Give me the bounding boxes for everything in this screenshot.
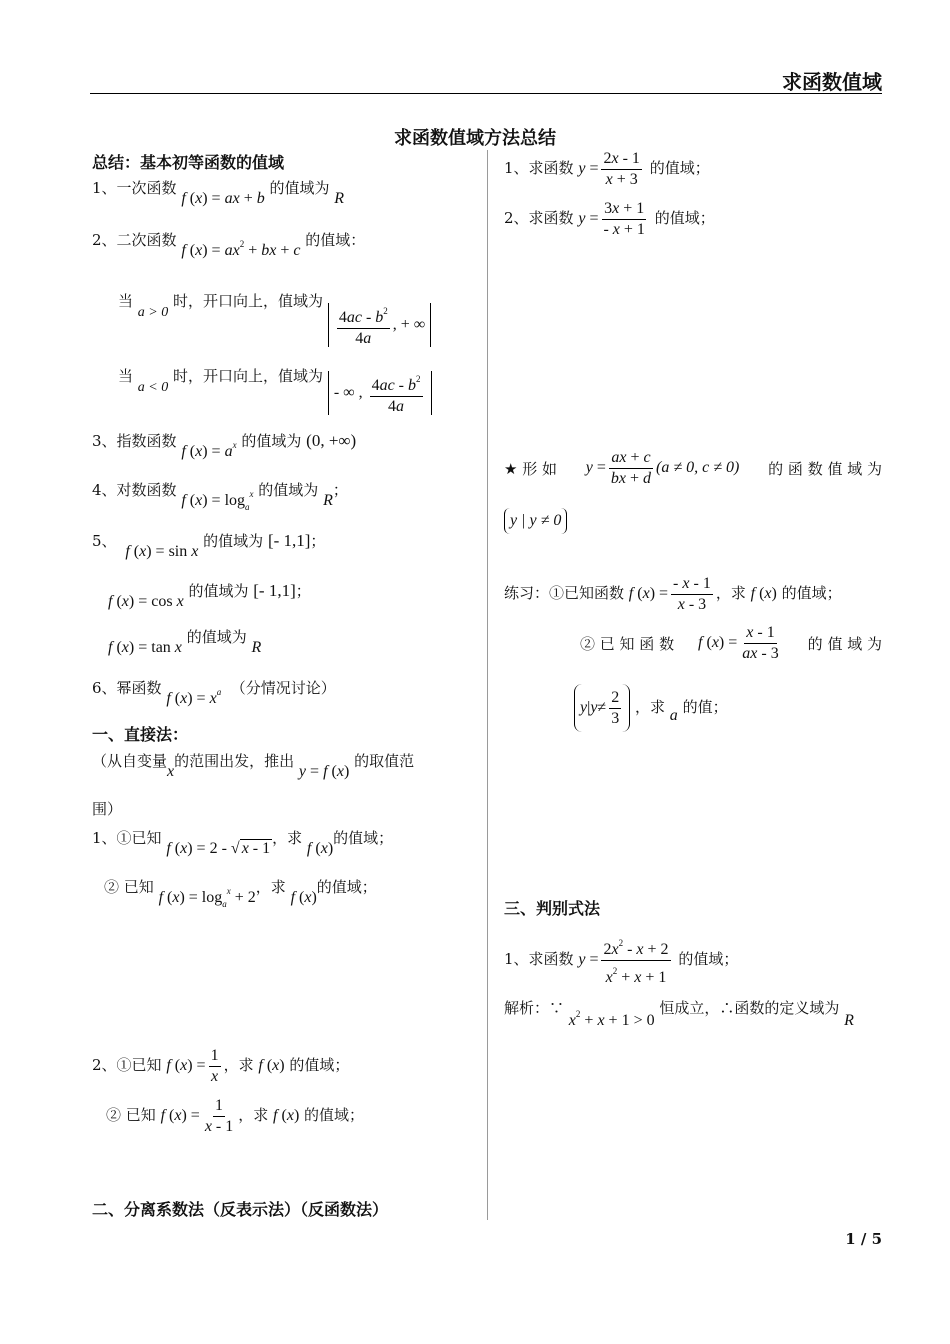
exercise-2-range: y | y ≠ 2 3 ，求 a 的值； bbox=[574, 684, 728, 732]
item-sine: 5、 f (x) = sin x 的值域为 [- 1,1]； bbox=[92, 531, 326, 560]
item-linear: 1、一次函数 f (x) = ax + b 的值域为 R bbox=[92, 179, 345, 207]
formula-quadratic: f $(x) = ax^2$ + bx + c bbox=[181, 239, 301, 259]
formula-r2: y = $\frac{3x + 1}{- x + 1}$ bbox=[578, 200, 645, 238]
exercise-2: ② 已 知 函 数 f (x) = $\frac{x - 1}{ax - 3}$ 的 值 域 为 bbox=[580, 624, 882, 662]
discriminant-analysis: 解析：∵ $x^2 + x + 1 > 0$ 恒成立，∴函数的定义域为 R bbox=[504, 999, 854, 1029]
item-tangent: f (x) = tan x 的值域为 R bbox=[108, 628, 262, 656]
formula-r1: y = $\frac{2x - 1}{x + 3}$ bbox=[578, 150, 640, 188]
item-logarithm: 4、对数函数 f $(x) = \log_a^x$ 的值域为 R； bbox=[92, 481, 348, 512]
direct-method-heading: 一、直接法： bbox=[92, 725, 189, 744]
item-exponential: 3、指数函数 f $(x) = a^x$ 的值域为 (0, +∞) bbox=[92, 431, 357, 460]
page-title: 求函数值域方法总结 bbox=[394, 128, 556, 149]
item-power: 6、幂函数 f $(x) = x^a$ （分情况讨论） bbox=[92, 679, 336, 707]
separation-method-heading: 二、分离系数法（反表示法）（反函数法） bbox=[92, 1200, 389, 1219]
formula-tangent: f (x) = tan x bbox=[108, 639, 182, 656]
item-quadratic: 2、二次函数 f $(x) = ax^2$ + bx + c 的值域： bbox=[92, 231, 366, 259]
formula-q1b: f $(x) = \log_a^x + 2$ bbox=[158, 886, 256, 909]
formula-logarithm: f $(x) = \log_a^x$ bbox=[181, 489, 254, 512]
formula-ex2: f (x) = $\frac{x - 1}{ax - 3}$ bbox=[698, 624, 779, 662]
formula-star: y = $\frac{ax + c}{bx + d}$ (a ≠ 0, c ≠ 0) bbox=[585, 449, 740, 487]
summary-heading: 总结：基本初等函数的值域 bbox=[92, 153, 285, 172]
direct-method-description-end: 围） bbox=[92, 800, 123, 818]
star-range: y | y ≠ 0 bbox=[504, 508, 567, 534]
formula-q2a: f (x) = $\frac{1}{x}$ bbox=[166, 1047, 219, 1085]
formula-sine: f (x) = sin x bbox=[125, 543, 199, 560]
formula-cosine: f (x) = cos x bbox=[108, 593, 184, 610]
formula-power: f $(x) = x^a$ bbox=[166, 687, 222, 707]
formula-q2b: f (x) = $\frac{1}{x - 1}$ bbox=[160, 1097, 234, 1135]
right-question-1: 1、求函数 y = $\frac{2x - 1}{x + 3}$ 的值域； bbox=[504, 150, 710, 188]
star-rule: ★ 形 如 y = $\frac{ax + c}{bx + d}$ (a ≠ 0, c ≠ 0) 的 函 数 值 域 为 bbox=[504, 449, 882, 487]
formula-ex1: f (x) = $\frac{- x - 1}{x - 3}$ bbox=[628, 575, 711, 613]
formula-exponential: f $(x) = a^x$ bbox=[181, 440, 237, 460]
exercise-1: 练习：①已知函数 f (x) = $\frac{- x - 1}{x - 3}$ ，求 f (x) 的值域； bbox=[504, 575, 842, 613]
header-title: 求函数值域 bbox=[782, 70, 882, 94]
direct-question-1b: ② 已知 f $(x) = \log_a^x + 2$，求 f (x)的值域； bbox=[104, 878, 377, 909]
star-icon: ★ 形 如 bbox=[504, 459, 557, 478]
item-cosine: f (x) = cos x 的值域为 [- 1,1]； bbox=[108, 581, 311, 610]
range-bracket-negative: - ∞ , $4ac - b^2$ 4a bbox=[328, 371, 432, 415]
case-a-positive: 当 a > 0 时，开口向上，值域为 $4ac - b^2$ 4a , + ∞ bbox=[118, 290, 431, 347]
formula-d1: y = $\frac{2x^2 - x + 2}{x^2 + x + 1}$ bbox=[578, 951, 673, 968]
case-a-negative: 当 a < 0 时，开口向上，值域为 - ∞ , $4ac - b^2$ 4a bbox=[118, 365, 432, 415]
discriminant-question-1: 1、求函数 y = $\frac{2x^2 - x + 2}{x^2 + x + 1}$ 的值域； bbox=[504, 934, 738, 987]
direct-question-1a: 1、①已知 f (x) = 2 - √ x - 1，求 f (x)的值域； bbox=[92, 829, 394, 857]
discriminant-method-heading: 三、判别式法 bbox=[504, 899, 601, 918]
direct-question-2b: ② 已知 f (x) = $\frac{1}{x - 1}$ ，求 f (x) 的值域； bbox=[106, 1097, 365, 1135]
formula-analysis: $x^2 + x + 1 > 0$ bbox=[568, 1009, 655, 1029]
direct-method-description: （从自变量x的范围出发，推出 y = f (x) 的取值范 bbox=[92, 752, 415, 780]
direct-question-2a: 2、①已知 f (x) = $\frac{1}{x}$ ，求 f (x) 的值域； bbox=[92, 1047, 350, 1085]
column-divider bbox=[487, 150, 488, 1220]
range-bracket-positive: $4ac - b^2$ 4a , + ∞ bbox=[328, 303, 431, 347]
formula-linear: f (x) = ax + b bbox=[181, 190, 265, 207]
exercise-2-set: y | y ≠ 2 3 bbox=[574, 684, 630, 732]
page-number: 1 / 5 bbox=[845, 1230, 882, 1248]
right-question-2: 2、求函数 y = $\frac{3x + 1}{- x + 1}$ 的值域； bbox=[504, 200, 715, 238]
formula-q1a: f (x) = 2 - √ x - 1 bbox=[166, 840, 271, 857]
header-rule bbox=[90, 93, 882, 94]
